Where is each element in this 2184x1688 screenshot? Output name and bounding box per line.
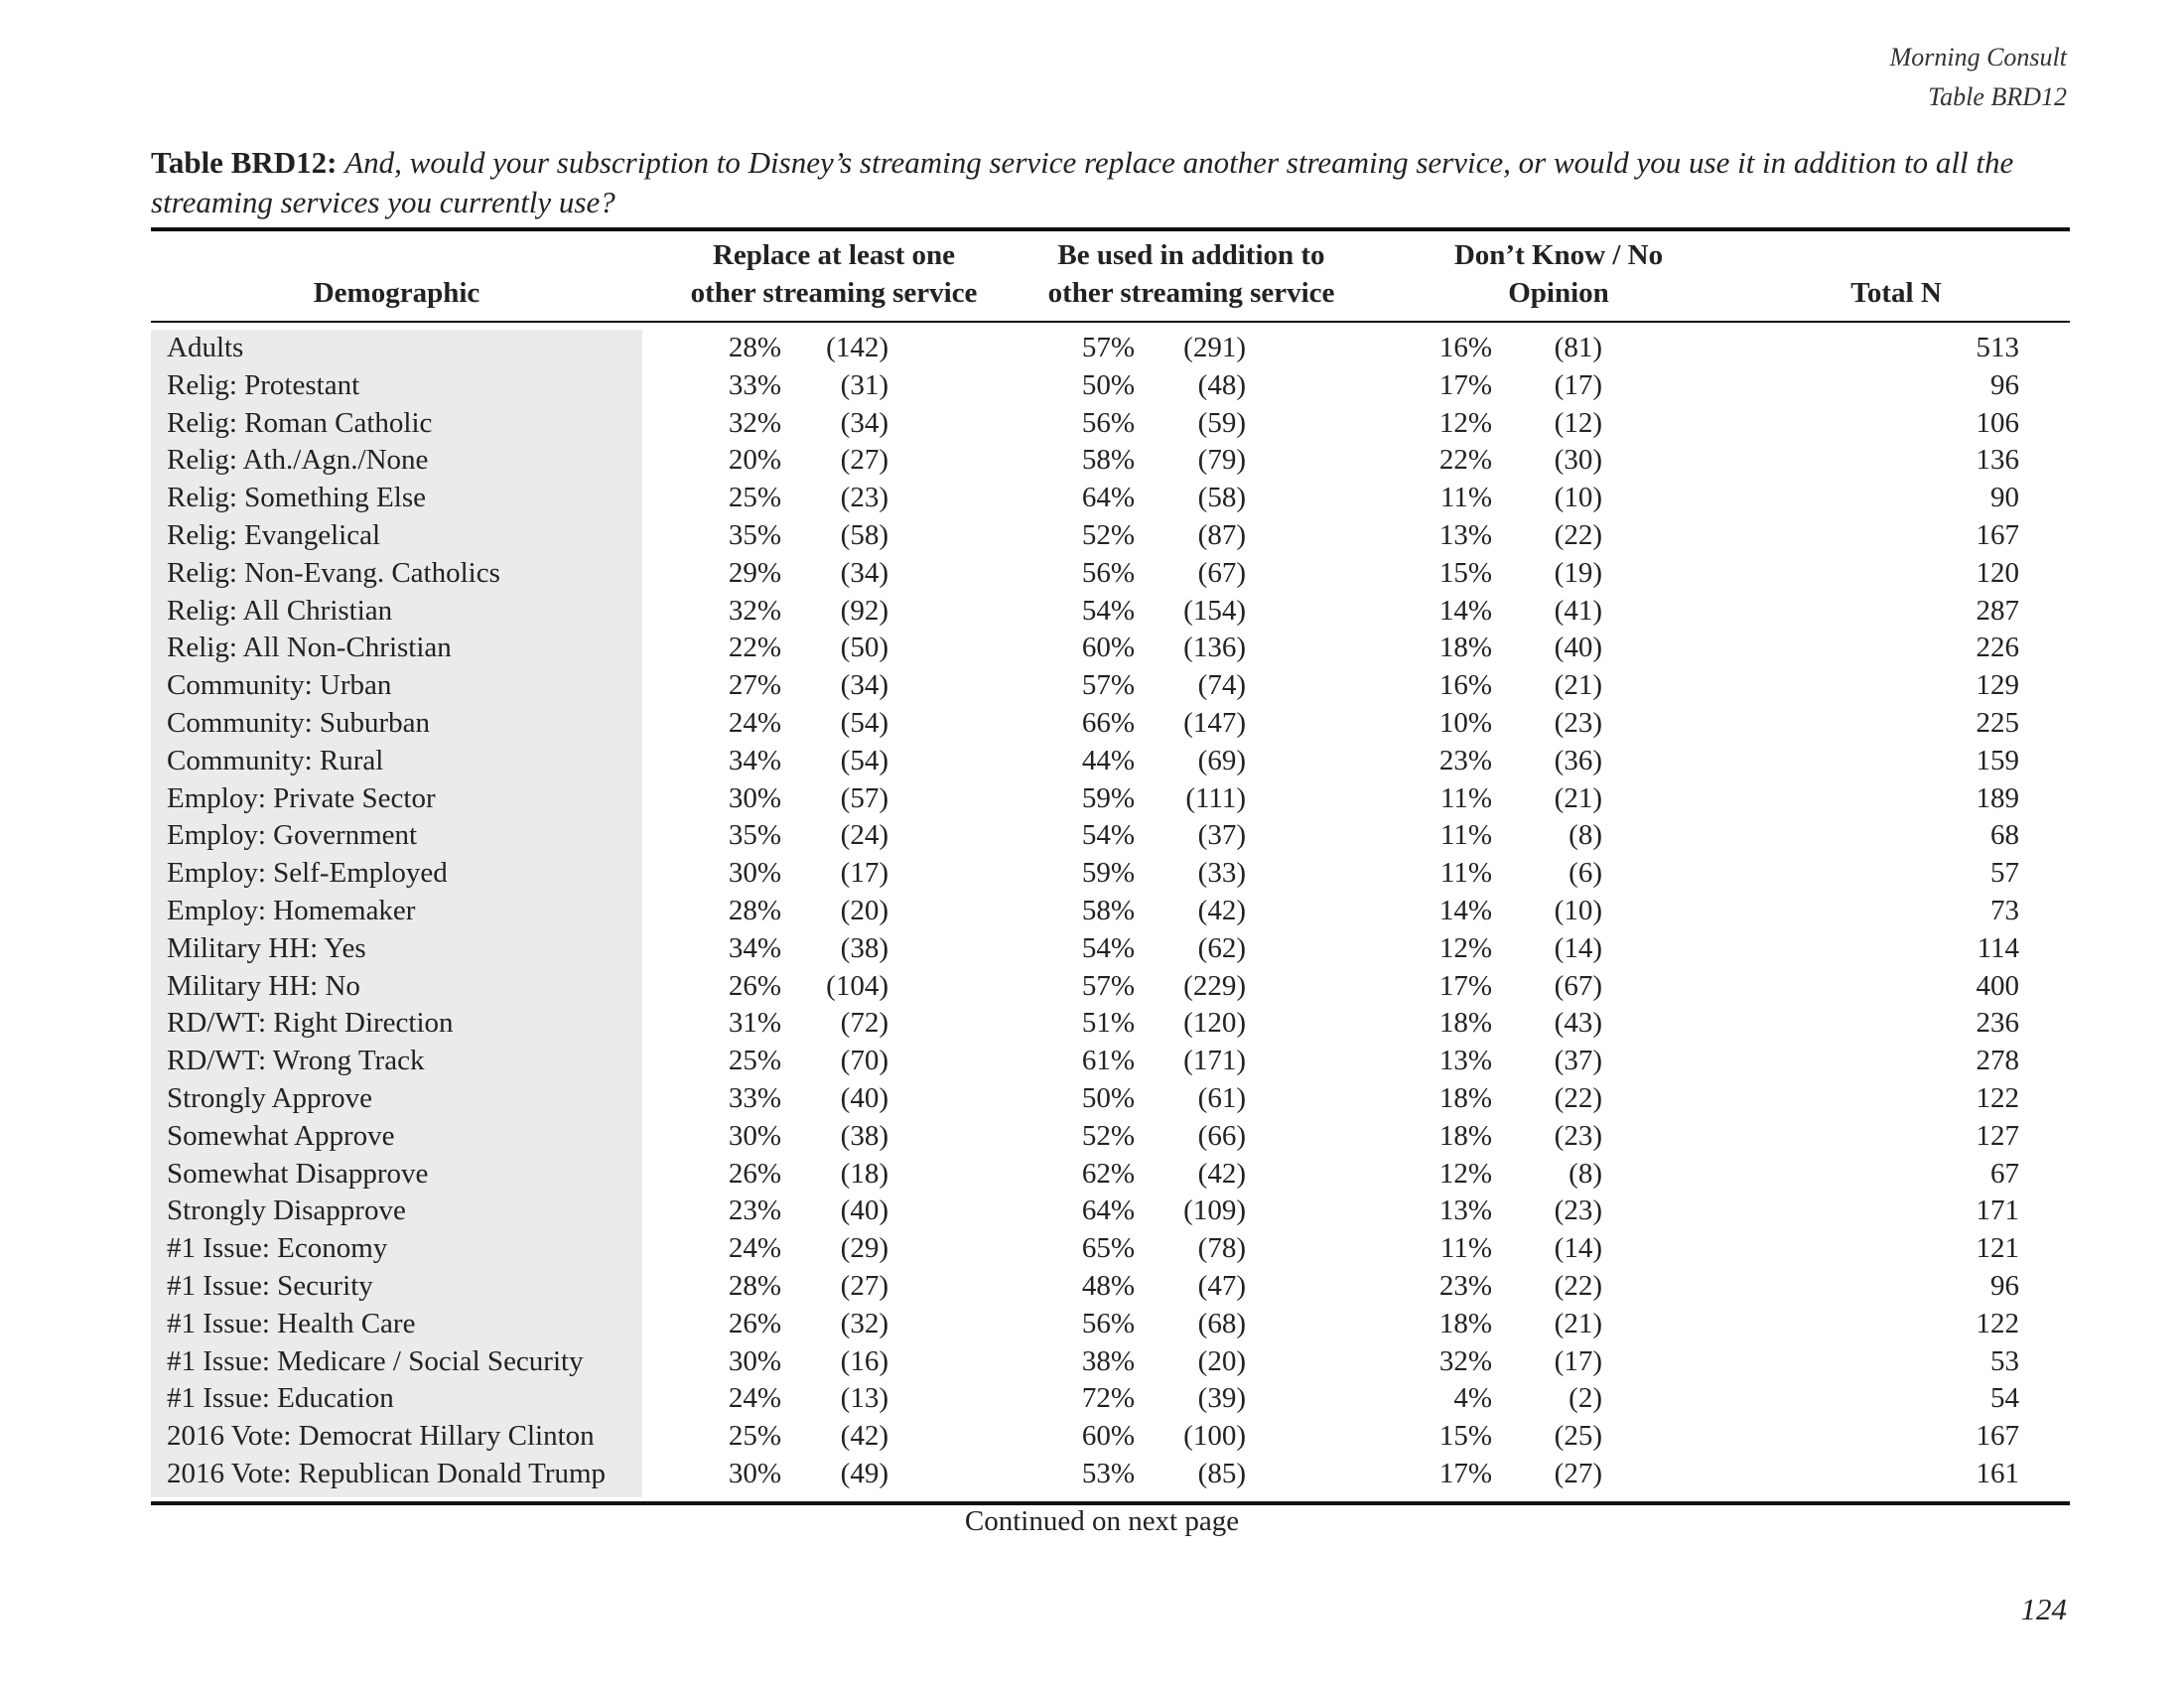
replace-percent: 30%: [728, 1457, 781, 1489]
replace-percent: 22%: [728, 632, 781, 664]
addition-count: (74): [1197, 669, 1246, 702]
total-n: 121: [1976, 1232, 2019, 1265]
replace-percent: 24%: [728, 1232, 781, 1265]
replace-percent: 31%: [728, 1007, 781, 1040]
dontknow-count: (22): [1554, 1269, 1602, 1302]
addition-percent: 44%: [1081, 744, 1135, 776]
replace-percent: 28%: [728, 894, 781, 926]
replace-count: (50): [840, 632, 888, 664]
row-demographic-label: Employ: Government: [167, 819, 418, 852]
addition-count: (20): [1197, 1344, 1246, 1377]
replace-count: (18): [840, 1157, 888, 1190]
total-n: 114: [1977, 931, 2019, 964]
total-n: 400: [1976, 969, 2019, 1002]
dontknow-percent: 18%: [1438, 1119, 1492, 1152]
addition-count: (66): [1197, 1119, 1246, 1152]
table-row: [0, 517, 2184, 555]
dontknow-count: (25): [1554, 1420, 1602, 1453]
dontknow-count: (17): [1554, 1344, 1602, 1377]
replace-percent: 28%: [728, 332, 781, 363]
addition-percent: 56%: [1081, 406, 1135, 439]
addition-percent: 62%: [1081, 1157, 1135, 1190]
addition-percent: 57%: [1081, 669, 1135, 702]
replace-count: (27): [840, 444, 888, 477]
addition-count: (154): [1183, 594, 1246, 627]
dontknow-count: (10): [1554, 894, 1602, 926]
dontknow-percent: 11%: [1439, 482, 1492, 514]
row-demographic-label: #1 Issue: Economy: [167, 1232, 388, 1265]
dontknow-count: (14): [1554, 1232, 1602, 1265]
replace-percent: 26%: [728, 1307, 781, 1339]
row-demographic-label: Relig: Non-Evang. Catholics: [167, 556, 500, 589]
row-demographic-label: Military HH: No: [167, 969, 360, 1002]
header-rule: [151, 321, 2070, 323]
dontknow-count: (8): [1569, 819, 1602, 852]
replace-percent: 35%: [728, 819, 781, 852]
dontknow-percent: 18%: [1438, 1307, 1492, 1339]
table-row: [0, 1156, 2184, 1194]
addition-percent: 38%: [1081, 1344, 1135, 1377]
addition-percent: 54%: [1081, 819, 1135, 852]
replace-percent: 30%: [728, 781, 781, 814]
table-row: [0, 817, 2184, 855]
dontknow-count: (8): [1569, 1157, 1602, 1190]
row-demographic-label: Somewhat Disapprove: [167, 1157, 429, 1190]
table-row: [0, 968, 2184, 1006]
addition-percent: 59%: [1081, 781, 1135, 814]
row-demographic-label: RD/WT: Right Direction: [167, 1007, 454, 1040]
row-demographic-label: Community: Rural: [167, 744, 384, 776]
addition-count: (69): [1197, 744, 1246, 776]
column-header-demographic: Demographic: [313, 277, 480, 309]
dontknow-count: (40): [1554, 632, 1602, 664]
replace-count: (17): [840, 857, 888, 890]
row-demographic-label: Strongly Approve: [167, 1081, 373, 1114]
replace-count: (34): [840, 669, 888, 702]
total-n: 127: [1976, 1119, 2019, 1152]
replace-count: (40): [840, 1195, 888, 1227]
replace-percent: 30%: [728, 1344, 781, 1377]
replace-percent: 34%: [728, 744, 781, 776]
dontknow-count: (17): [1554, 368, 1602, 401]
dontknow-count: (22): [1554, 1081, 1602, 1114]
total-n: 278: [1976, 1045, 2019, 1077]
addition-count: (68): [1197, 1307, 1246, 1339]
total-n: 96: [1990, 368, 2019, 401]
addition-count: (171): [1183, 1045, 1246, 1077]
dontknow-percent: 16%: [1438, 669, 1492, 702]
replace-count: (20): [840, 894, 888, 926]
addition-count: (42): [1197, 894, 1246, 926]
addition-percent: 56%: [1081, 556, 1135, 589]
header-org: Morning Consult: [1889, 43, 2067, 71]
row-demographic-label: #1 Issue: Security: [167, 1269, 373, 1302]
replace-percent: 24%: [728, 706, 781, 739]
dontknow-percent: 15%: [1438, 1420, 1492, 1453]
table-row: [0, 1005, 2184, 1043]
addition-percent: 56%: [1081, 1307, 1135, 1339]
row-demographic-label: Employ: Homemaker: [167, 894, 416, 926]
replace-percent: 25%: [728, 1420, 781, 1453]
row-demographic-label: Community: Suburban: [167, 706, 431, 739]
replace-count: (13): [840, 1382, 888, 1415]
addition-count: (78): [1197, 1232, 1246, 1265]
total-n: 161: [1976, 1457, 2019, 1489]
replace-count: (104): [826, 969, 888, 1002]
caption-text: And, would your subscription to Disney’s streaming service replace another streaming service, or would you use it in addition to all the streaming services you currently use?: [151, 145, 2014, 219]
table-body: [0, 330, 2184, 1493]
dontknow-percent: 32%: [1438, 1344, 1492, 1377]
table-row: [0, 367, 2184, 405]
total-n: 136: [1976, 444, 2019, 477]
table-row: [0, 1418, 2184, 1456]
dontknow-count: (27): [1554, 1457, 1602, 1489]
addition-percent: 52%: [1081, 518, 1135, 551]
replace-count: (72): [840, 1007, 888, 1040]
row-demographic-label: Employ: Self-Employed: [167, 857, 448, 890]
addition-count: (42): [1197, 1157, 1246, 1190]
total-n: 122: [1976, 1307, 2019, 1339]
table-row: [0, 1306, 2184, 1343]
row-demographic-label: Relig: Something Else: [167, 482, 426, 514]
replace-count: (29): [840, 1232, 888, 1265]
dontknow-count: (21): [1554, 781, 1602, 814]
column-header-replace: Replace at least one other streaming service: [690, 239, 978, 309]
addition-percent: 60%: [1081, 1420, 1135, 1453]
dontknow-percent: 12%: [1438, 931, 1492, 964]
addition-percent: 57%: [1081, 969, 1135, 1002]
replace-percent: 25%: [728, 1045, 781, 1077]
addition-count: (100): [1183, 1420, 1246, 1453]
table-row: [0, 1380, 2184, 1418]
replace-percent: 33%: [728, 1081, 781, 1114]
addition-count: (47): [1197, 1269, 1246, 1302]
total-n: 287: [1976, 594, 2019, 627]
table-row: [0, 1230, 2184, 1268]
total-n: 122: [1976, 1081, 2019, 1114]
addition-count: (61): [1197, 1081, 1246, 1114]
table-row: [0, 930, 2184, 968]
addition-count: (136): [1183, 632, 1246, 664]
replace-count: (38): [840, 1119, 888, 1152]
caption-label: Table BRD12:: [151, 145, 338, 180]
addition-count: (58): [1197, 482, 1246, 514]
row-demographic-label: #1 Issue: Health Care: [167, 1307, 416, 1339]
row-demographic-label: Adults: [167, 332, 244, 363]
addition-percent: 57%: [1081, 332, 1135, 363]
table-row: [0, 480, 2184, 517]
continued-note: Continued on next page: [964, 1505, 1240, 1537]
replace-count: (16): [840, 1344, 888, 1377]
replace-count: (49): [840, 1457, 888, 1489]
addition-percent: 59%: [1081, 857, 1135, 890]
dontknow-count: (81): [1554, 332, 1602, 363]
table-top-rule: [151, 227, 2070, 231]
replace-percent: 23%: [728, 1195, 781, 1227]
addition-count: (39): [1197, 1382, 1246, 1415]
addition-count: (48): [1197, 368, 1246, 401]
dontknow-count: (21): [1554, 1307, 1602, 1339]
dontknow-percent: 22%: [1438, 444, 1492, 477]
addition-percent: 72%: [1081, 1382, 1135, 1415]
total-n: 225: [1976, 706, 2019, 739]
column-header-addition: Be used in addition to other streaming service: [1047, 239, 1335, 309]
dontknow-percent: 17%: [1438, 969, 1492, 1002]
row-demographic-label: RD/WT: Wrong Track: [167, 1045, 425, 1077]
addition-percent: 53%: [1081, 1457, 1135, 1489]
table-row: [0, 555, 2184, 593]
dontknow-count: (21): [1554, 669, 1602, 702]
addition-count: (59): [1197, 406, 1246, 439]
dontknow-percent: 17%: [1438, 368, 1492, 401]
table-caption: [151, 143, 2072, 222]
document-header: [1890, 38, 2067, 117]
total-n: 106: [1976, 406, 2019, 439]
dontknow-percent: 11%: [1439, 819, 1492, 852]
table-row: [0, 893, 2184, 930]
replace-count: (24): [840, 819, 888, 852]
total-n: 57: [1990, 857, 2019, 890]
addition-percent: 51%: [1081, 1007, 1135, 1040]
dontknow-percent: 4%: [1453, 1382, 1492, 1415]
dontknow-percent: 15%: [1438, 556, 1492, 589]
dontknow-count: (6): [1569, 857, 1602, 890]
column-header-dontknow: Don’t Know / No Opinion: [1453, 239, 1664, 309]
addition-percent: 65%: [1081, 1232, 1135, 1265]
addition-percent: 52%: [1081, 1119, 1135, 1152]
addition-percent: 50%: [1081, 1081, 1135, 1114]
addition-count: (33): [1197, 857, 1246, 890]
replace-count: (34): [840, 556, 888, 589]
total-n: 96: [1990, 1269, 2019, 1302]
total-n: 167: [1976, 1420, 2019, 1453]
table-row: [0, 405, 2184, 443]
total-n: 226: [1976, 632, 2019, 664]
dontknow-count: (19): [1554, 556, 1602, 589]
addition-percent: 54%: [1081, 931, 1135, 964]
addition-percent: 48%: [1081, 1269, 1135, 1302]
header-table-id: Table BRD12: [1928, 82, 2067, 111]
replace-percent: 26%: [728, 969, 781, 1002]
addition-percent: 58%: [1081, 444, 1135, 477]
dontknow-percent: 12%: [1438, 406, 1492, 439]
column-header-total: Total N: [1850, 277, 1942, 309]
dontknow-percent: 10%: [1438, 706, 1492, 739]
replace-percent: 35%: [728, 518, 781, 551]
dontknow-percent: 14%: [1438, 894, 1492, 926]
row-demographic-label: Community: Urban: [167, 669, 392, 702]
total-n: 236: [1976, 1007, 2019, 1040]
replace-count: (58): [840, 518, 888, 551]
replace-count: (40): [840, 1081, 888, 1114]
dontknow-count: (41): [1554, 594, 1602, 627]
replace-percent: 20%: [728, 444, 781, 477]
dontknow-count: (23): [1554, 1119, 1602, 1152]
addition-percent: 61%: [1081, 1045, 1135, 1077]
table-row: [0, 1456, 2184, 1493]
row-demographic-label: 2016 Vote: Democrat Hillary Clinton: [167, 1420, 595, 1453]
table-row: [0, 1118, 2184, 1156]
dontknow-count: (30): [1554, 444, 1602, 477]
row-demographic-label: Relig: Roman Catholic: [167, 406, 433, 439]
total-n: 68: [1990, 819, 2019, 852]
total-n: 167: [1976, 518, 2019, 551]
addition-count: (111): [1185, 781, 1246, 814]
table-row: [0, 630, 2184, 667]
total-n: 90: [1990, 482, 2019, 514]
replace-percent: 34%: [728, 931, 781, 964]
total-n: 513: [1976, 332, 2019, 363]
addition-percent: 58%: [1081, 894, 1135, 926]
replace-percent: 25%: [728, 482, 781, 514]
dontknow-percent: 12%: [1438, 1157, 1492, 1190]
dontknow-count: (22): [1554, 518, 1602, 551]
table-row: [0, 705, 2184, 743]
dontknow-percent: 17%: [1438, 1457, 1492, 1489]
total-n: 189: [1976, 781, 2019, 814]
replace-percent: 29%: [728, 556, 781, 589]
addition-count: (147): [1183, 706, 1246, 739]
dontknow-count: (67): [1554, 969, 1602, 1002]
replace-count: (34): [840, 406, 888, 439]
addition-count: (120): [1183, 1007, 1246, 1040]
table-row: [0, 442, 2184, 480]
table-row: [0, 1193, 2184, 1230]
row-demographic-label: Relig: Ath./Agn./None: [167, 444, 429, 477]
replace-percent: 33%: [728, 368, 781, 401]
replace-percent: 27%: [728, 669, 781, 702]
row-demographic-label: Employ: Private Sector: [167, 781, 436, 814]
table-row: [0, 780, 2184, 818]
dontknow-count: (14): [1554, 931, 1602, 964]
addition-percent: 54%: [1081, 594, 1135, 627]
dontknow-count: (37): [1554, 1045, 1602, 1077]
addition-count: (37): [1197, 819, 1246, 852]
replace-count: (54): [840, 744, 888, 776]
addition-percent: 64%: [1081, 482, 1135, 514]
table-row: [0, 1080, 2184, 1118]
dontknow-percent: 18%: [1438, 1007, 1492, 1040]
addition-percent: 64%: [1081, 1195, 1135, 1227]
replace-count: (70): [840, 1045, 888, 1077]
dontknow-percent: 14%: [1438, 594, 1492, 627]
table-row: [0, 855, 2184, 893]
row-demographic-label: Military HH: Yes: [167, 931, 366, 964]
dontknow-percent: 13%: [1438, 1195, 1492, 1227]
replace-percent: 32%: [728, 406, 781, 439]
dontknow-count: (36): [1554, 744, 1602, 776]
dontknow-count: (23): [1554, 1195, 1602, 1227]
dontknow-percent: 23%: [1438, 1269, 1492, 1302]
total-n: 171: [1976, 1195, 2019, 1227]
replace-count: (31): [840, 368, 888, 401]
replace-count: (142): [826, 332, 888, 363]
row-demographic-label: Relig: All Non-Christian: [167, 632, 452, 664]
total-n: 129: [1976, 669, 2019, 702]
dontknow-percent: 11%: [1439, 781, 1492, 814]
dontknow-percent: 18%: [1438, 632, 1492, 664]
dontknow-count: (2): [1569, 1382, 1602, 1415]
addition-count: (62): [1197, 931, 1246, 964]
replace-count: (38): [840, 931, 888, 964]
addition-count: (79): [1197, 444, 1246, 477]
total-n: 53: [1990, 1344, 2019, 1377]
dontknow-count: (12): [1554, 406, 1602, 439]
table-row: [0, 330, 2184, 367]
replace-count: (92): [840, 594, 888, 627]
replace-percent: 32%: [728, 594, 781, 627]
page-number: 124: [2020, 1592, 2067, 1626]
addition-count: (85): [1197, 1457, 1246, 1489]
dontknow-count: (43): [1554, 1007, 1602, 1040]
replace-count: (42): [840, 1420, 888, 1453]
replace-count: (54): [840, 706, 888, 739]
row-demographic-label: Relig: All Christian: [167, 594, 393, 627]
total-n: 67: [1990, 1157, 2019, 1190]
total-n: 159: [1976, 744, 2019, 776]
table-row: [0, 743, 2184, 780]
row-demographic-label: Relig: Evangelical: [167, 518, 381, 551]
table-row: [0, 667, 2184, 705]
row-demographic-label: Somewhat Approve: [167, 1119, 395, 1152]
addition-percent: 60%: [1081, 632, 1135, 664]
addition-count: (291): [1183, 332, 1246, 363]
dontknow-count: (10): [1554, 482, 1602, 514]
row-demographic-label: #1 Issue: Education: [167, 1382, 394, 1415]
addition-count: (67): [1197, 556, 1246, 589]
table-row: [0, 1043, 2184, 1080]
dontknow-percent: 11%: [1439, 857, 1492, 890]
row-demographic-label: 2016 Vote: Republican Donald Trump: [167, 1457, 606, 1489]
row-demographic-label: Strongly Disapprove: [167, 1195, 406, 1227]
addition-count: (109): [1183, 1195, 1246, 1227]
replace-percent: 30%: [728, 857, 781, 890]
dontknow-percent: 13%: [1438, 518, 1492, 551]
addition-count: (229): [1183, 969, 1246, 1002]
row-demographic-label: Relig: Protestant: [167, 368, 360, 401]
total-n: 120: [1976, 556, 2019, 589]
replace-count: (32): [840, 1307, 888, 1339]
replace-percent: 26%: [728, 1157, 781, 1190]
row-demographic-label: #1 Issue: Medicare / Social Security: [167, 1344, 584, 1377]
dontknow-percent: 16%: [1438, 332, 1492, 363]
dontknow-percent: 18%: [1438, 1081, 1492, 1114]
dontknow-percent: 13%: [1438, 1045, 1492, 1077]
table-row: [0, 1268, 2184, 1306]
replace-count: (27): [840, 1269, 888, 1302]
replace-percent: 24%: [728, 1382, 781, 1415]
replace-count: (57): [840, 781, 888, 814]
replace-count: (23): [840, 482, 888, 514]
table-row: [0, 593, 2184, 631]
table-row: [0, 1343, 2184, 1381]
total-n: 54: [1990, 1382, 2019, 1415]
replace-percent: 28%: [728, 1269, 781, 1302]
addition-count: (87): [1197, 518, 1246, 551]
replace-percent: 30%: [728, 1119, 781, 1152]
addition-percent: 50%: [1081, 368, 1135, 401]
dontknow-percent: 11%: [1439, 1232, 1492, 1265]
dontknow-percent: 23%: [1438, 744, 1492, 776]
total-n: 73: [1990, 894, 2019, 926]
addition-percent: 66%: [1081, 706, 1135, 739]
dontknow-count: (23): [1554, 706, 1602, 739]
